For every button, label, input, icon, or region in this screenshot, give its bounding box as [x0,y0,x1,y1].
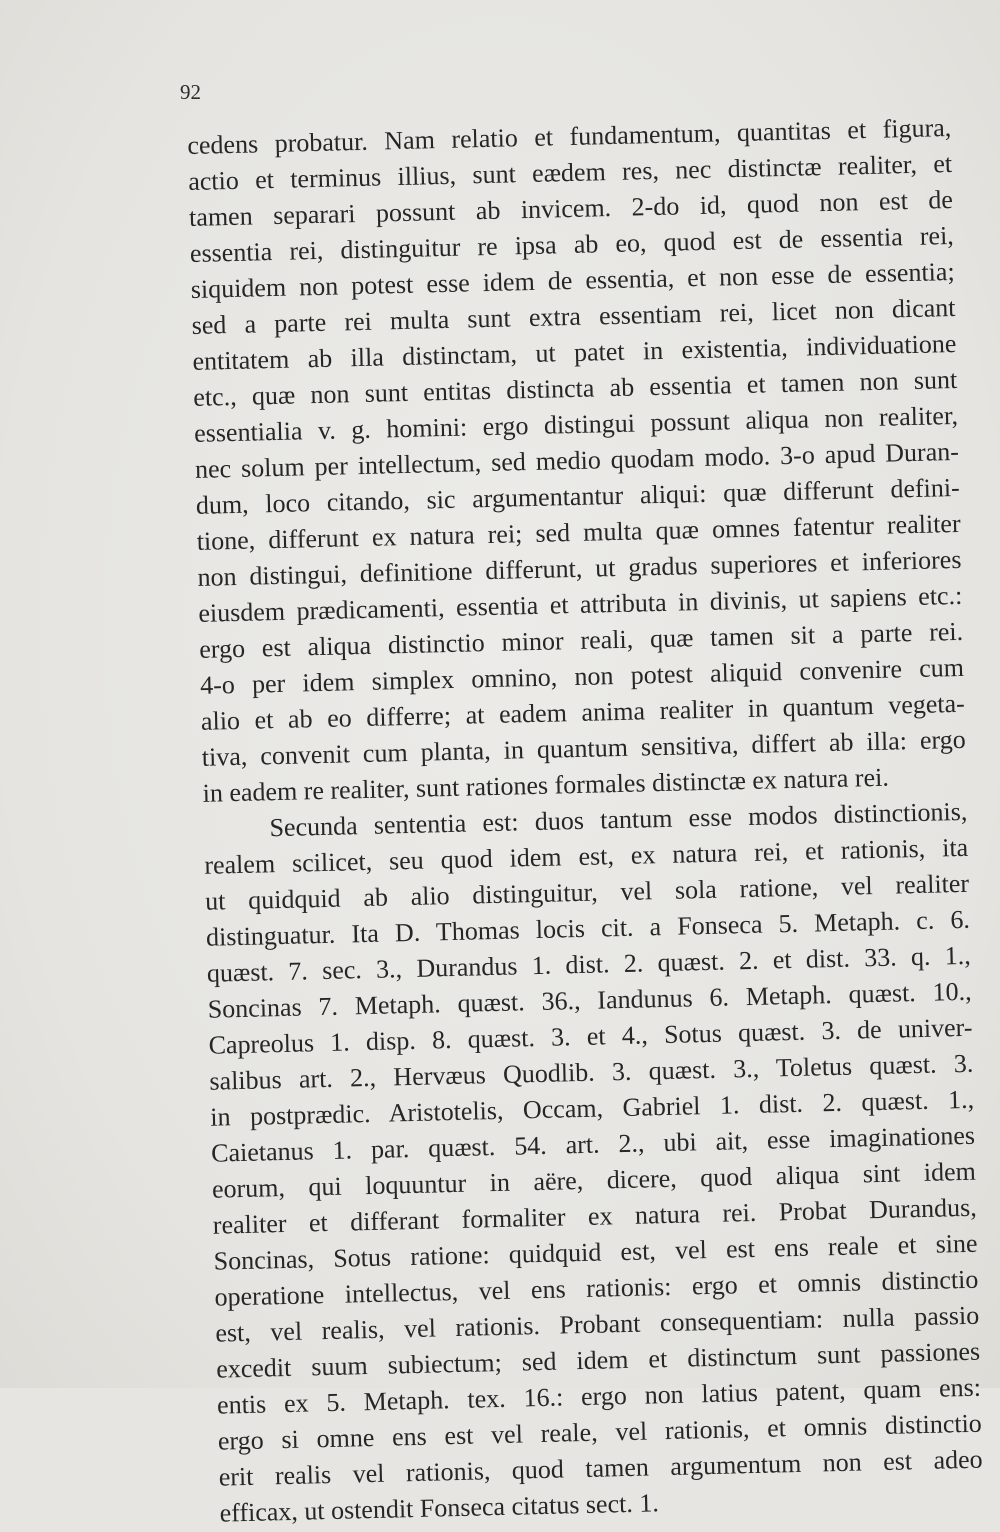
text-line: Soncinas 7. Metaph. quæst. 36., Iandunus 6. Metaph. quæst. 10., [207,976,972,1024]
text-line: salibus art. 2., Hervæus Quodlib. 3. quæst. 3., Toletus quæst. 3. [209,1048,974,1096]
text-line: Caietanus 1. par. quæst. 54. art. 2., ubi ait, esse imaginationes [210,1120,976,1168]
text-line: cedens probatur. Nam relatio et fundamentum, quantitas et figura, [187,112,952,160]
text-line: quæst. 7. sec. 3., Durandus 1. dist. 2. quæst. 2. et dist. 33. q. 1., [206,940,972,988]
text-line: alio et ab eo differre; at eadem anima realiter in quantum vegeta- [200,688,966,736]
text-line: tione, differunt ex natura rei; sed multa quæ omnes fatentur realiter [196,508,961,556]
text-line: Soncinas, Sotus ratione: quidquid est, vel est ens reale et sine [213,1228,978,1276]
text-line: 4-o per idem simplex omnino, non potest aliquid convenire cum [199,652,965,700]
text-line: realem scilicet, seu quod idem est, ex natura rei, et rationis, ita [204,832,969,880]
text-line: nec solum per intellectum, sed medio quodam modo. 3-o apud Duran- [194,436,960,484]
text-line: entis ex 5. Metaph. tex. 16.: ergo non latius patent, quam ens: [216,1372,982,1420]
body-text [187,110,984,1532]
text-line: in eadem re realiter, sunt rationes formales distinctæ ex natura rei. [202,762,890,808]
text-line: excedit suum subiectum; sed idem et distinctum sunt passiones [215,1336,981,1384]
text-line: actio et terminus illius, sunt eædem res, nec distinctæ realiter, et [187,148,953,196]
text-line: realiter et differant formaliter ex natura rei. Probat Durandus, [212,1192,977,1240]
text-line: in postprædic. Aristotelis, Occam, Gabriel 1. dist. 2. quæst. 1., [209,1084,975,1132]
text-line: eorum, qui loquuntur in aëre, dicere, quod aliqua sint idem [211,1156,977,1204]
text-line: erit realis vel rationis, quod tamen argumentum non est adeo [218,1444,983,1492]
paragraph-start-line: Secunda sententia est: duos tantum esse modos distinctionis, [269,796,968,843]
text-line: ergo si omne ens est vel reale, vel rationis, et omnis distinctio [217,1408,983,1456]
text-line: etc., quæ non sunt entitas distincta ab essentia et tamen non sunt [193,364,958,412]
text-line: tamen separari possunt ab invicem. 2-do id, quod non est de [188,184,954,232]
text-line: ergo est aliqua distinctio minor reali, quæ tamen sit a parte rei. [198,616,964,664]
text-line: sed a parte rei multa sunt extra essentiam rei, licet non dicant [191,292,956,340]
text-line: distinguatur. Ita D. Thomas locis cit. a Fonseca 5. Metaph. c. 6. [205,904,971,952]
text-line: dum, loco citando, sic argumentantur aliqui: quæ differunt defini- [195,472,961,520]
text-line: efficax, ut ostendit Fonseca citatus sect. 1. [219,1488,660,1528]
text-line: non distingui, definitione differunt, ut gradus superiores et inferiores [197,544,962,592]
text-line: operatione intellectus, vel ens rationis: ergo et omnis distinctio [214,1264,979,1312]
text-line: essentia rei, distinguitur re ipsa ab eo, quod est de essentia rei, [189,220,955,268]
text-line: siquidem non potest esse idem de essentia, et non esse de essentia; [190,256,955,304]
text-line: est, vel realis, vel rationis. Probant consequentiam: nulla passio [215,1300,980,1348]
text-line: eiusdem prædicamenti, essentia et attributa in divinis, ut sapiens etc.: [198,580,963,628]
text-line: ut quidquid ab alio distinguitur, vel sola ratione, vel realiter [204,868,970,916]
text-line: essentialia v. g. homini: ergo distingui possunt aliqua non realiter, [193,400,959,448]
text-line: entitatem ab illa distinctam, ut patet in existentia, individuatione [192,328,957,376]
text-line: Capreolus 1. disp. 8. quæst. 3. et 4., Sotus quæst. 3. de univer- [208,1012,973,1060]
text-line: tiva, convenit cum planta, in quantum sensitiva, differt ab illa: ergo [201,724,966,772]
page-number: 92 [180,80,201,104]
